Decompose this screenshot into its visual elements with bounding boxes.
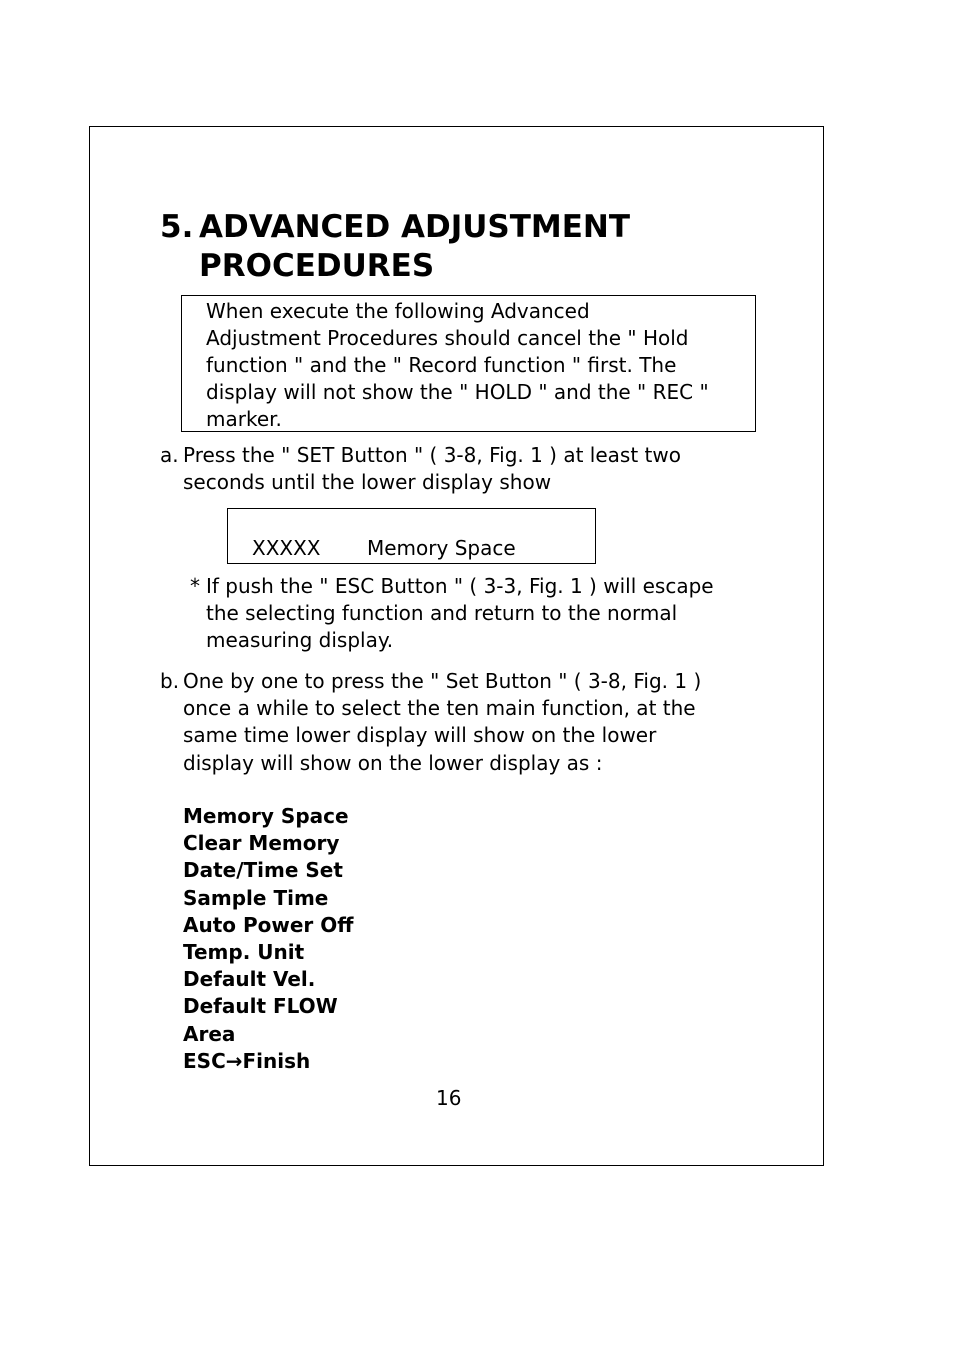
note-line: marker.: [206, 407, 282, 431]
function-item: Default FLOW: [183, 994, 338, 1019]
note-line: display will not show the " HOLD " and the " REC ": [206, 380, 709, 404]
step-a-line: seconds until the lower display show: [183, 470, 552, 495]
step-a-label: a.: [160, 443, 179, 467]
lcd-label: Memory Space: [367, 536, 516, 560]
step-b-text: [183, 668, 701, 777]
esc-note-line: If push the " ESC Button " ( 3-3, Fig. 1 ) will escape: [206, 574, 714, 598]
step-a-text: [183, 442, 681, 496]
function-item: Date/Time Set: [183, 858, 343, 883]
function-item: Temp. Unit: [183, 940, 305, 965]
section-title-line2: PROCEDURES: [199, 248, 435, 284]
section-title: [160, 208, 630, 286]
esc-note-line: measuring display.: [206, 628, 394, 653]
function-item: Sample Time: [183, 885, 329, 910]
function-item: Clear Memory: [183, 831, 340, 856]
function-list: [183, 803, 353, 1075]
step-b-label: b.: [160, 669, 180, 693]
step-b-line: once a while to select the ten main function, at the: [183, 696, 696, 721]
note-line: Adjustment Procedures should cancel the " Hold: [206, 326, 689, 350]
lcd-value: XXXXX: [252, 536, 321, 560]
esc-note-line: the selecting function and return to the normal: [206, 601, 678, 626]
section-number: 5.: [160, 209, 194, 245]
step-a-line: Press the " SET Button " ( 3-8, Fig. 1 ) at least two: [183, 443, 681, 467]
asterisk-marker: *: [190, 574, 200, 598]
lower-display-box: [227, 508, 596, 564]
function-item: ESC→Finish: [183, 1048, 311, 1073]
esc-note-text: [206, 573, 714, 655]
function-item: Auto Power Off: [183, 912, 354, 937]
step-b-line: same time lower display will show on the lower: [183, 723, 657, 748]
function-item: Memory Space: [183, 804, 349, 828]
function-item: Area: [183, 1021, 236, 1046]
function-item: Default Vel.: [183, 967, 316, 992]
section-title-line1: ADVANCED ADJUSTMENT: [199, 209, 631, 245]
step-b-line: display will show on the lower display as :: [183, 750, 603, 775]
caution-note-box: [181, 295, 756, 432]
note-line: function " and the " Record function " first. The: [206, 353, 677, 377]
page-number: 16: [436, 1086, 462, 1110]
note-line: When execute the following Advanced: [206, 299, 590, 323]
step-b-line: One by one to press the " Set Button " ( 3-8, Fig. 1 ): [183, 669, 702, 693]
